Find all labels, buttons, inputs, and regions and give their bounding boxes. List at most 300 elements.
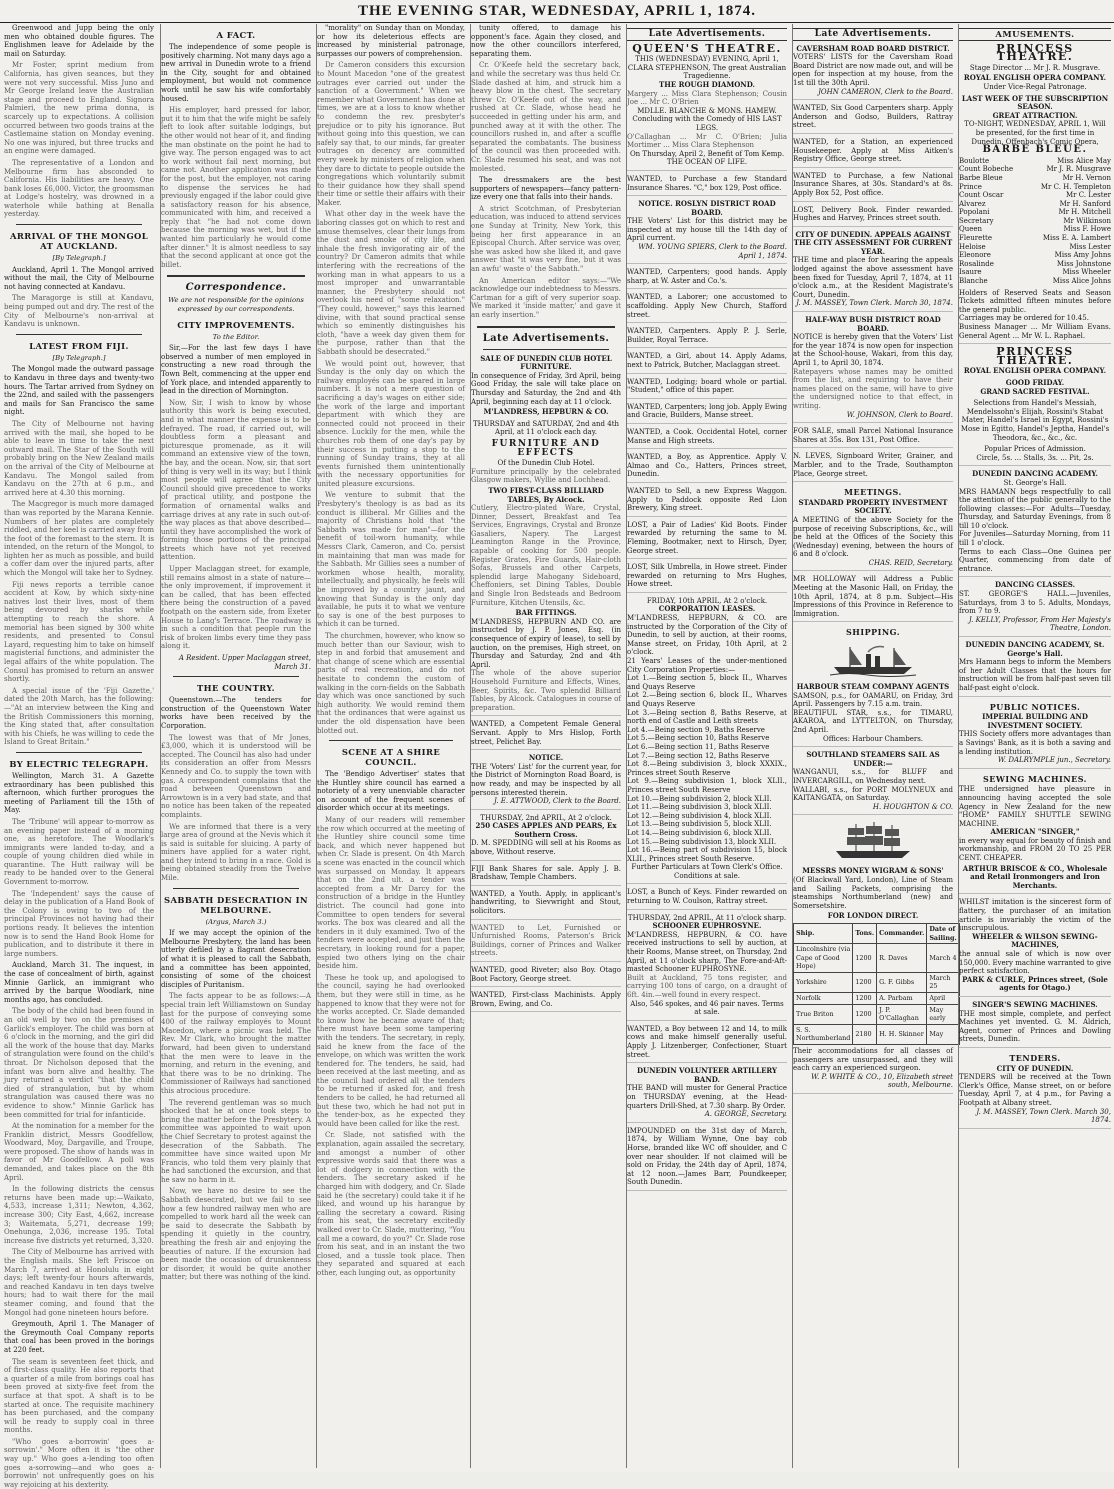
cast-role: Blanche [959,277,988,286]
ad-text: Mrs Hamann begs to inform the Members of her Adult Classes that the hours for instruction will be from half-past seven till half-past eight o'clock. [959,658,1111,692]
cast-role: Count Oscar [959,191,1004,200]
ad-text: WANTED, Carpenters; long job. Apply Ewing and Gracie, Builders, Manse street. [627,402,787,420]
ad-signature: J. M. MASSEY, Town Clerk. March 30, 1874. [976,1107,1111,1125]
table-header-cell: Ship. [794,923,853,943]
cast-role: Prince [959,182,982,191]
article-filler: A special issue of the 'Fiji Gazette,' dated the 20th March, has the following:—"At an interview between the King and the British Commissioners this morning, the King stated that, after consultation with his Chiefs, he was willing to cede the Island to Great Britain." [4,686,154,747]
cast-row [959,225,1111,234]
headline-sabbath: SABBATH DESECRATION IN MELBOURNE. [164,894,308,915]
ad-text: Selections from Handel's Messiah, Mendelssohn's Elijah, Rossini's Stabat Mater, Handel's Israel in Egypt, Rossini's Mose in Egitto, Handel's Jeptha, Handel's Theodora, &c., &c., &c. [960,399,1110,442]
article-paragraph: "morality" on Sunday than on Monday, or how its deleterious effects are increased by ministerial patronage, surpasses our powers of comprehension. [317,24,465,58]
article-filler: The Maragorge is still at Kandavu, being pumped out and dry. The rest of the City of Melbourne's non-arrival at Kandavu is unknown. [4,294,154,329]
ad-text: MR HOLLOWAY will Address a Public Meeting at the Masonic Hall, on Friday, the 10th April, 1874, at 8 p.m. Subject—His Impressions of this Province in Reference to Immigration. [793,575,953,618]
lot-item: Lot 3.—Being section 8, Baths Reserve, at north end of Castle and Leith streets [627,708,787,726]
ad-princess-theatre [959,41,1111,345]
ad-text: Terms to each Class—One Guinea per Quarter, commencing from date of entrance. [959,547,1111,573]
ad-filler: Ratepayers whose names may be omitted from the list, and requiring to have their names placed on the same, will have to give the undersigned notice to that effect, in writing. [793,367,953,410]
dateline: [By Telegraph.] [52,254,106,263]
ad-heading: CITY OF DUNEDIN. [996,1063,1074,1073]
ad-bar-fittings: BAR FITTINGS. [515,608,577,618]
ad-text: N. LEVES, Signboard Writer, Grainer, and Marbler, and to the Trade, Southampton Place, George street. [793,452,953,478]
ad-dancing-classes [959,581,1111,637]
ad-billiard: TWO FIRST-CLASS BILLIARD TABLES, By Alcock. [488,485,604,504]
ad-heading: ROYAL ENGLISH OPERA COMPANY. [963,366,1107,376]
table-cell: Yorkshire [794,972,853,992]
ad-text: St. George's Hall. [1003,478,1067,487]
cast-role: Alvarez [959,199,986,208]
cast-actor: Miss Wheeler [1062,268,1111,277]
table-cell: A. Parbam [877,993,927,1005]
ad-signature: J. E. ATTWOOD, Clerk to the Board. [494,797,621,806]
ad-text: WHILST imitation is the sincerest form of flattery, the purchaser of an imitation article is invariably the victim of the unscrupulous. [959,898,1111,933]
ad-subheading: Of the Dunedin Club Hotel. [497,459,595,468]
article-paragraph: Wellington, March 31. A Gazette extraordinary has been published this afternoon, which further prorogues the meeting of Parliament till the 15th of May. [4,771,154,815]
section-heading-late-ads [793,28,953,41]
article-paragraph: Queenstown.—The tenders for construction of the Queenstown Water works have been received by the Corporation. [161,696,311,730]
ad-text: WANTED, to Purchase a few Standard Insurance Shares. "C," box 129, Post office. [627,174,787,192]
section-heading-text: Late Advertisements. [814,29,932,39]
ad-text: WANTED, a Competent Female General Servant. Apply to Mrs Hislop, Forth street, Pelichet Bay. [471,720,621,746]
divider [16,334,142,335]
ad-wanted [627,293,787,323]
ad-riveter [471,966,621,987]
section-heading-sewing-machines: SEWING MACHINES. [983,773,1087,784]
table-header-cell: Date of Sailing. [927,923,959,943]
divider [477,326,615,328]
lot-item: Lot 9.—Being subdivision 1, block XLII., Princes street South Reserve [627,777,787,794]
divider [173,888,299,889]
ad-text: LOST, Silk Umbrella, in Howe street. Finder rewarded on returning to Mrs Hughes, Howe street. [627,563,787,589]
cast-row [959,251,1111,260]
ad-heading: WHEELER & WILSON SEWING-MACHINES, [972,931,1098,950]
article-filler: A strict Scotchman, of Presbyterian education, was induced to attend services one Sunday at Trinity, New York, this being her first appearance in an Episcopal Church. After service was over, she was asked how she liked it, and gave answer that "it was very fine, but it was an awfu' waste o' the Sabbath." [471,204,621,274]
ad-text: WANGANUI, s.s., for BLUFF and INVERCARGILL, on Wednesday next. [793,768,953,785]
ad-heading: ROYAL ENGLISH OPERA COMPANY. [963,73,1107,83]
ad-text: FIJI Bank Shares for sale. Apply J. B. Bradshaw, Temple Chambers. [471,864,621,882]
ad-text: WANTED, Carpenters; good hands. Apply sharp, at W. Aster and Co.'s. [627,268,787,285]
cast-role: Heloise [959,242,986,251]
ad-good-friday [959,345,1111,466]
ad-wanted [627,453,787,483]
ad-text: LOST, a Pair of Ladies' Kid Boots. Finder rewarded by returning the same to M. Fleming, Bootmaker, next to Hirsch, Dyer, George street. [627,520,787,555]
ad-signwriter [793,452,953,482]
ad-play: THE ROUGH DIAMOND. [659,79,755,89]
ad-text: D. M. SPEDDING will sell at his Rooms as above, Without reserve. [471,839,621,857]
ad-text: WANTED, Carpenters. Apply P. J. Serle, Builder, Royal Terrace. [627,327,787,344]
ad-text: M'LANDRESS, HEPBURN, & CO. have received instructions to sell by auction, at their Rooms, Manse street, on Thursday, 2nd April, at 11 o'clock sharp, The Fore-and-Aft-masted Schooner EUPHROSYNE. [627,930,787,974]
ad-text: M'LANDRESS, HEPBURN, & CO. are instructed by the Corporation of the City of Dunedin, to sell by auction, at their rooms, Manse street, on Friday, 10th April, at 2 o'clock. [627,614,787,657]
cast-role: Count Bobeche [959,165,1014,174]
lot-item: Lot 8.—Being subdivision 3, block XXXIX., Princes street South Reserve [627,760,787,777]
table-cell: J. P. O'Callaghan [877,1004,927,1024]
ad-signature: WM. YOUNG SPIERS, Clerk to the Board. April 1, 1874. [638,243,787,260]
cast-row [959,191,1111,200]
article-filler: "Who goes a-borrowin' goes a-sorrowin'." More often it is "the other way up." Who goes a-lending too often goes a-sorrowing—and who goes a-borrowin' not unfrequently goes on his way rejoicing at his dexterity. [4,1437,154,1489]
table-header-cell: Tons. [853,923,877,943]
ad-text: WANTED, a Cook. Occidental Hotel, corner Manse and High streets. [627,427,787,445]
table-header-cell: Commander. [877,923,927,943]
ad-wheeler-wilson [959,898,1111,997]
article-filler: The City of Melbourne not having arrived with the mail, she hoped to be able to leave in time to take the next outward mail. The Star of the South will probably bring on the New Zealand mails on the arrival of the City of Melbourne at Kandavu. The Mongol sailed from Kandavu on the 27th at 6 p.m., and arrived here at 4.30 this morning. [4,419,154,497]
ad-filler: O'Callaghan ... Mr C. O'Brien; Julia Mortimer ... Miss Clara Stephenson [627,132,787,150]
article-filler: His employer, hard pressed for labor, put it to him that the wife might be safely left to look after suitable lodgings, but the other would not hear of it, and finding the man obstinate on the point he had to give way. The person engaged was to act to work without fail next morning, but came not. Another application was made for the post, but the employer, not caring to dispense the services he had previously engaged if the labor could give a satisfactory reason for his absence, communicated with him, and received a reply that "he had not come down because the morning was wet, but if the wanted him particularly he would come after dinner." It is almost needless to say that the second applicant at once got the billet. [161,106,311,269]
cast-actor: Mr H. Vernon [1062,173,1111,182]
column-7 [958,24,1111,1468]
ad-signature: W. JOHNSON, Clerk to Board. [846,410,953,419]
cast-row [959,277,1111,286]
article-paragraph: If we may accept the opinion of the Melbourne Presbytery, the land has been utterly defiled by a flagrant desecration of what it is pleased to call the Sabbath, and a committee has been appointed, consisting of some of the choicest disciples of Puritanism. [161,929,311,989]
ad-text: THE time and place for hearing the appeals lodged against the above assessment have been fixed for Tuesday, April 7, 1874, at 11 o'clock a.m., at the Resident Magistrate's Court, Dunedin. [793,256,953,299]
cast-actor: Miss F. Howe [1063,225,1111,234]
headline-country: THE COUNTRY. [197,683,275,694]
ad-heading: GREAT ATTRACTION. [992,110,1078,120]
ad-text: WANTED, a Laborer; one accustomed to scaffolding. Apply New Church, Stafford street. [627,293,787,319]
column-6 [792,24,957,1468]
ad-text: Also, 546 spokes, and 46 pair naves. Terms at sale. [630,999,784,1017]
ad-signature: PARK & CURLE, Princes street, (Sole agents for Otago.) [962,974,1108,993]
article-filler: Mr Foster, sprint medium from California, has given seances, but they were not very successful. Miss Juno and Mr George Ireland leave the Australian stage and proceed to England. Signora Palmieri, the new prima donna, is scarcely up to expectations. A collision occurred between two goods trains at the Castlemaine station on Monday evening. No one was injured, but three trucks and an engine were damaged. [4,61,154,156]
article-filler: The 'Independent' says the cause of delay in the publication of a Hand Book of the Colony is owing to two of the principal Provinces not having had their portions ready. It believes the intention now is to send the Hand Book Home for publication, and to distribute it there in large numbers. [4,889,154,958]
ad-subheading: FOR LONDON DIRECT. [827,911,919,921]
ad-text: WANTED, for a Station, an experienced Housekeeper. Apply at Miss Aitken's Registry Office, George street. [793,137,953,164]
ad-text: WANTED to Purchase, a few National Insurance Shares, at 30s. Standard's at 8s. Apply Box 52, Post office. [793,171,953,197]
cast-actor: Mr H. Mitchell [1058,208,1111,217]
ad-fiji-bank [471,865,621,886]
ad-text: WANTED to Sell, a new Express Waggon. Apply to Paddock opposite Red Lion Brewery, King street. [627,486,787,513]
article-filler: An American editor says:—"We acknowledge our indebtedness to Messrs. Cartman for a gift of very superior soap. We marked it 'inside matter,' and gave it an early insertion." [471,276,621,319]
cast-actor: Mr H. Sanford [1059,199,1111,208]
letter-signature: A Resident. Upper Maclaggan street, March 31. [178,654,311,671]
ad-text: TENDERS will be received at the Town Clerk's Office, Manse street, on or before Tuesday, April 7, at 4 p.m., for Paving a Footpath at Albany street. [959,1073,1111,1107]
ad-text: A MEETING of the above Society for the purpose of receiving Subscriptions, &c., will be held at the Offices of the Society this (Wednesday) evening, between the hours of 6 and 8 o'clock. [793,515,953,559]
cast-actor: Miss Alice Johns [1052,277,1111,286]
section-heading-public-notices: PUBLIC NOTICES. [989,701,1081,712]
lot-item: Lot 6.—Being section 11, Baths Reserve [627,742,770,751]
ad-apples [471,814,621,861]
ad-text: Popular Prices of Admission. [984,445,1086,454]
ad-text: BEAUTIFUL STAR, s.s., for TIMARU, AKAROA, and LYTTELTON, on Thursday, 2nd April. [793,708,953,734]
column-2 [160,24,311,1468]
ad-heading: CITY OF DUNEDIN. APPEALS AGAINST THE CITY ASSESSMENT FOR CURRENT YEAR. [793,229,953,256]
ad-wanted [627,403,787,424]
ad-text: LOST, a Bunch of Keys. Finder rewarded on returning to W. Coulson, Rattray street. [627,888,787,906]
ad-text: WANTED, a Boy, as Apprentice. Apply V. Almao and Co., Hatters, Princes street, Dunedin. [627,453,787,479]
ad-signature: J. KELLY, Professor, From Her Majesty's Theatre, London. [968,615,1111,633]
ad-text: WANTED, good Riveter; also Boy. Otago Boot Factory, George street. [471,966,621,983]
lot-item: Lot 7.—Being section 12, Baths Reserve [627,751,770,760]
ad-text: FOR SALE, small Parcel National Insurance Shares at 35s. Box 131, Post Office. [793,427,953,444]
ad-heading: AMERICAN "SINGER," [990,827,1080,837]
ad-singers-sewing [959,1001,1111,1048]
ad-dancing-academy-2 [959,641,1111,697]
ad-heading: GRAND SACRED FESTIVAL. [980,386,1090,396]
ad-wanted [627,268,787,289]
ad-text: WANTED, a Boy between 12 and 14, to milk cows and make himself generally useful. Apply J. Litzenberger, Confectioner, Stuart street. [627,1024,787,1059]
ad-text: Further Particulars at Town Clerk's Office. Conditions at sale. [631,863,783,880]
ad-standard-property [793,499,953,572]
ad-wanted [627,327,787,348]
lot-item: Lot 14.—Being subdivision 6, block XLII. [627,828,772,837]
ad-text: SAMSON, p.s., for OAMARU, on Friday, 3rd April. Passengers by 7.15 a.m. train. [793,691,953,709]
ad-text: THE 'Voters' List' for the current year, for the District of Mornington Road Board, is now ready, and may be inspected by all persons interested therein. [471,762,621,797]
ad-text: VOTERS' LISTS for the Caversham Road Board District are now made out, and will be open for inspection at my house, from the 1st till the 30th April. [793,53,953,87]
table-body [794,944,960,1045]
lot-item: Lot 12.—Being subdivision 4, block XLII. [627,811,772,820]
ad-text: Stage Director ... Mr J. R. Musgrave. [969,63,1101,72]
article-filler: Upper Maclaggan street, for example, still remains almost in a state of nature—the only improvement, if improvement it can be called, that has been effected there being the construction of a paved footpath on the eastern side, from Exeter House to Lang's Terrace. The roadway is in such a condition that people run the risk of broken limbs every time they pass along it. [161,565,311,651]
cast-actor: Mr J. R. Musgrave [1046,165,1111,174]
article-paragraph: tunity offered, to damage his opponent's face. Again they closed, and now the other councillors interfered, separating them. [471,24,621,58]
article-filler: The reverend gentleman was so much shocked that he at once took steps to bring the matter before the Presbytery. A committee was appointed to wait upon the Chief Secretary to protest against the desecration of the Sabbath. The committee have since waited upon Mr Francis, who told them very plainly that he had sanctioned the excursion, and that he saw no harm in it. [161,1098,311,1184]
steamship-icon [828,643,918,677]
article-filler: Now, Sir, I wish to know by whose authority this work is being executed, and in what manner the expense is to be defrayed. The road, if carried out, will doubtless form a pleasant and picturesque promenade, as it will command an extensive view of the town, the bay, and the ocean. Now, sir, that sort of thing is very well in its way; but I think most people will agree that the City Council should give precedence to works of practical utility, and postpone the formation of ornamental walks and carriage drives at any rate in such out-of-the way places as that above described—until they have accomplished the work of forming those portions of the principal streets which have not yet received attention. [161,398,311,562]
ad-text: In consequence of Friday, 3rd April, being Good Friday, the sale will take place on Thursday and Saturday, the 2nd and 4th April, beginning each day at 11 o'clock. [471,371,621,406]
ad-signature: W. DALRYMPLE jun., Secretary. [997,756,1111,765]
ad-text: TO-NIGHT, WEDNESDAY, APRIL 1, Will be presented, for the first time in Dunedin, Offenbach's Comic Opera, [964,120,1106,146]
ad-text: THE undersigned have pleasure in announcing having accepted the sole Agency in New Zealand for the new "HOME" FAMILY SHUTTLE SEWING MACHINE. [959,785,1111,828]
ad-wanted [793,172,953,202]
ad-holloway [793,575,953,622]
ad-text: THIS (WEDNESDAY) EVENING, April 1, CLARA STEPHENSON, The great Australian Tragedienne. [627,55,787,81]
ad-text: Offices: Harbour Chambers. [822,734,924,743]
cast-actor: Miss E. A. Lambert [1042,234,1111,243]
ad-signature: J. M. MASSEY, Town Clerk. March 30, 1874. [796,299,953,308]
ad-impounded [627,1127,787,1191]
section-heading-text: Late Advertisements. [648,29,766,39]
ad-heading: SALE OF DUNEDIN CLUB HOTEL FURNITURE. [480,353,612,372]
cast-row [959,165,1111,174]
ad-heading: PRINCESS THEATRE. [996,345,1074,367]
ad-date: THURSDAY, 2nd APRIL, At 11 o'clock sharp. [627,913,787,922]
article-paragraph: Sir,—For the last few days I have observed a number of men employed in constructing a new road through the Town Belt, commencing at the upper end of York place, and intended apparently to lead in the direction of Mornington. [161,344,311,396]
article-filler: Dr Cameron considers this excursion to Mount Macedon "one of the greatest outrages ever carried out under the sanction of a Government." When we remember what Government has done at times, we are at a loss to know whether to condemn the rev. presbyter's prejudice or to pity his ignorance. But without going into this question, we can safely say that, to our minds, far greater outrages on decency are committed every week by ministers of religion when they dare to dictate to people outside the congregations which voluntarily submit to their guidance how they shall spend their time or settle their affairs with their Maker. [317,61,465,207]
column-5 [626,24,787,1468]
table-cell: 1200 [853,972,877,992]
cast-role: Eleonore [959,251,991,260]
ad-singer [959,785,1111,894]
divider [173,676,299,677]
ad-heading: IMPERIAL BUILDING AND INVESTMENT SOCIETY. [982,712,1088,730]
ad-text: WALLABI, s.s., for PORT MOLYNEUX and KAITANGATA, on Saturday. [793,785,953,803]
sailing-ship-icon [828,821,918,861]
article-filler: The lowest was that of Mr Jones, £3,000, which it is understood will be accepted. The Council has also had under its consideration an offer from Messrs Kennedy and Co. to supply the town with gas. A correspondent complains that the road between Queenstown and Arrowtown is in a very bad state, and that no notice has been taken of the repeated complaints. [161,733,311,819]
ad-heading: DUNEDIN VOLUNTEER ARTILLERY BAND. [636,1066,778,1084]
ad-heading: SOUTHLAND STEAMERS SAIL AS UNDER:— [806,750,940,768]
ad-text: On Thursday, April 2, Benefit of Tom Kemp. THE OCEAN OF LIFE. [629,149,785,167]
ad-signature: A. GEORGE, Secretary. [704,1110,787,1119]
ad-text: THE Voters' List for this district may be inspected at my house till the 14th day of April current. [627,217,787,243]
article-paragraph: The independence of some people is positively charming. Not many days ago a new arrival in Dunedin wrote to a friend in the City, sought for and obtained employment, but would not commence work until he saw his wife comfortably housed. [161,43,311,103]
ad-lost [793,206,953,227]
article-paragraph: The dressmakers are the best supporters of newspapers—fancy pattern-ize every one that falls into their hands. [471,176,621,202]
ad-insurance-shares [627,175,787,196]
lot-item: Lot 11.—Being subdivision 3, block XLII. [627,803,772,812]
article-filler: The churchmen, however, who know so much better than our Saviour, wish to step in and forbid that amusement and that change of scene which are essential parts of real recreation, and do not hesitate to condemn the custom of walking in the corn-fields on the Sabbath day which was once sanctioned by such high authority. We would remind them that the ordinances that were against us under the old dispensation have been blotted out. [317,631,465,735]
ad-text: (Of Blackwall Yard, London), Line of Steam and Sailing Packets, comprising the steamships Northumberland (new) and Somersetshire. [793,875,953,910]
ad-text: the annual sale of which is now over 150,000. Every machine warranted to give perfect satisfaction. [959,950,1111,976]
cast-role: Popolani [959,208,990,217]
table-cell: April [927,993,959,1005]
ad-date: THURSDAY, 2nd APRIL, At 2 o'clock. [480,813,612,822]
table-cell: True Briton [794,1004,853,1024]
ad-auctioneer: M'LANDRESS, HEPBURN & CO. [483,407,609,417]
section-heading-meetings: MEETINGS. [844,487,902,498]
ad-harbour-steam [793,683,953,747]
headline-shire-council: SCENE AT A SHIRE COUNCIL. [341,747,441,768]
article-filler: The 'Tribune' will appear to-morrow as an evening paper instead of a morning one, as heretofore. The Woodlark's immigrants were landed to-day, and a couple of young children died while in quarantine. The Hutt railway will be ready to be handed over to the General Government to-morrow. [4,817,154,887]
cast-role: Barbe Bleue [959,173,1003,182]
cast-actor: Miss Alice May [1057,156,1111,165]
table-cell: Lincolnshire (via Cape of Good Hope) [794,944,853,973]
ad-boy-wanted [627,1025,787,1063]
cast-actor: Miss Lester [1069,242,1111,251]
masthead [0,0,1114,23]
ad-halfway-bush [793,316,953,423]
section-heading-late-ads [627,28,787,41]
section-heading-late-ads: Late Advertisements. [482,332,610,344]
article-filler: We would point out, however, that Sunday is the only day on which the railway employés can be spared in large numbers. It is not a mere question of sacrificing a day's wages on either side; the work of the large and important department with which they are connected could not proceed in their absence. Luckily for the men, while the churches rob them of one day's pay by their success in putting a stop to the running of Sunday trains, they at all events furnished them unintentionally with the necessary opportunities for united pleasure excursions. [317,359,465,488]
ad-heading: PRINCESS THEATRE. [996,41,1074,64]
table-cell: March 4 [927,944,959,973]
table-cell: May early [927,1004,959,1024]
table-cell: March 25 [927,972,959,992]
ad-text: THE most simple, complete, and perfect Machines yet invented. G. M. Aldrich, Agent, corner of Princes and Dowling streets, Dunedin. [959,1009,1111,1044]
ad-lost [627,521,787,559]
ad-wanted [627,378,787,399]
cast-actor: Miss Amy Johns [1054,251,1111,260]
table-cell: 1200 [853,944,877,973]
cast-role: Isaure [959,268,982,277]
ad-text: WANTED, a Youth. Apply, in applicant's handwriting, to Sievwright and Stout, solicitors. [471,889,621,916]
article-filler: In the following districts the census returns have been made up:—Waikato, 4,533, increase 1,311; Newton, 4,362, increase 300; City East, 4,662, increase 3; Waitemata, 5,271, decrease 199; Onehunga, 2,036, increase 195. Total increase five districts yet returned, 3,320. [4,1185,154,1245]
ad-heading: 250 CASES APPLES AND PEARS, Ex Southern Cross. [475,821,617,839]
ad-text: For Juveniles—Saturday Morning, from 11 till 1 o'clock. [959,530,1111,548]
article-filler: Many of our readers will remember the row which occurred at the meeting of the Huntley shire council some time back, and which never happened but when Cr. Slade is present. On 4th March a scene was enacted in the council which was surpassed on Monday. It appears that on the 2nd ult. a tender was accepted from a Mr Darcy for the construction of a bridge in the Huntley district. The council had gone into Committee to open tenders for several works. The box was cleared and all the tenders in it duly examined. Two of the tenders were accepted, and just then the secretary, in looking round for a paper, espied two others lying on the chair beside him. [317,816,465,971]
headline-city-improvements: CITY IMPROVEMENTS. [177,319,295,330]
table-cell: 1200 [853,993,877,1005]
ad-heading: STANDARD PROPERTY INVESTMENT SOCIETY. [798,497,948,516]
ad-heading: HALF-WAY BUSH DISTRICT ROAD BOARD. [805,315,941,333]
article-filler: At the nomination for a member for the Franklin district, Messrs Goodfellow, Woodward, Moy, Dargaville, and Troupe, were proposed. The show of hands was in favor of Mr Goodfellow. A poll was demanded, and takes place on the 8th April. [4,1122,154,1182]
table-cell: 1200 [853,1004,877,1024]
divider [16,224,142,225]
ad-dates: THURSDAY and SATURDAY, 2nd and 4th April, at 11 o'clock each day. [472,419,620,437]
ad-text: in every way equal for beauty of finish and workmanship, and FROM 20 TO 25 PER CENT. CHEAPER. [959,836,1111,863]
table-row [794,1024,960,1044]
article-filler: The body of the child had been found in an old well by two on the premises of Garlick's employer. The child was born at 6 o'clock in the morning, and the girl did all the work of the house that day. Marks of strangulation were found on the child's throat. Dr Nicholson deposed that the infant was born alive and healthy. The jury returned a verdict "that the child died of strangulation, but by whom strangulation was caused there was no evidence to show." Minnie Garlick has been committed for trial for infanticide. [4,1007,154,1119]
lot-item: Lot 4.—Being section 9, Baths Reserve [627,725,765,734]
lot-item: Lot 2.—Being section 6, block II., Wharves and Quays Reserve [627,691,787,708]
column-3 [316,24,465,1468]
ad-text: NOTICE is hereby given that the Voters' List for the year 1874 is now open for inspection at the School-house, Wakari, from this day, April 1, to April 30, 1874. [793,333,953,367]
ad-filler: Cutlery, Electro-plated Ware, Crystal, Dinner, Dessert, Breakfast and Tea Services, Engravings, Crystal and Bronze Gasaliers, Napery. The Largest Leamington Range in the Province, capable of cooking for 500 people. Register Grates, Fire Guards, Hair-cloth Sofas, Brussels and other Carpets, splendid large Mahogany Sideboard, Cheffoniers, set Dining Tables, Double and Single Iron Bedsteads and Bedroom Furniture, Kitchen Utensils, &c. [471,504,621,607]
editor-note: We are not responsible for the opinions expressed by our correspondents. [168,296,304,314]
cast-list [959,157,1111,286]
table-cell: 2180 [853,1024,877,1044]
article-filler: Fiji news reports a terrible canoe accident at Kow, by which sixty-nine natives lost their lives, most of them being devoured by sharks while attempting to reach the shore. A memorial has been signed by 300 white residents, and presented to Consul Layard, requesting him to take on himself magisterial functions, and administer the legal affairs of the white population. The Consul has promised to return an answer shortly. [4,580,154,684]
article-paragraph: The 'Bendigo Advertiser' states that the Huntley shire council has earned a notoriety of a very unenviable character on account of the frequent scenes of disorder which occur at its meetings. [317,770,465,813]
ad-text: Carriages may be ordered for 10.45. [959,314,1089,323]
section-heading-text: AMUSEMENTS. [995,29,1075,39]
ad-wanted [793,138,953,168]
ad-heading: CAVERSHAM ROAD BOARD DISTRICT. [796,43,950,53]
ad-text: Under Vice-Regal Patronage. [983,82,1087,91]
ad-heading: SINGER'S SEWING MACHINES. [972,999,1098,1009]
headline-mongol: ARRIVAL OF THE MONGOL AT AUCKLAND. [9,231,149,252]
headline-correspondence: Correspondence. [185,282,287,294]
article-filler: We are informed that there is a very large area of ground at the Nevis which it is said is suitable for sluicing. A party of miners have applied for a water right, and they intend to bring in a race. Gold is being obtained steadily from the Twelve Mile. [161,822,311,883]
ad-heading: CORPORATION LEASES. [658,604,756,614]
article-filler: The facts appear to be as follows:—A special train left Williamstown on Sunday last for the purpose of conveying some 400 of the railway employés to Mount Macedon, where a picnic was held. The Rev. Mr Clark, who brought the matter forward, had been given to understand that the men were to leave in the morning, and return in the evening, and that there was to be no drinking. The Commissioner of Railways had sanctioned this atrocious procedure. [161,992,311,1095]
article-filler: The seam is seventeen feet thick, and of first-class quality. He also reports that a quarter of a mile from borings coal has been proved at sixty-five feet from the surface at that spot. A shaft is to be started at once. The requisite machinery has been purchased, and the company will be ready to supply coal in three months. [4,1357,154,1435]
cast-role: Rosalinde [959,259,994,268]
cast-row [959,234,1111,243]
ad-wanted [627,487,787,517]
cast-actor: Mr C. H. Templeton [1040,182,1111,191]
ad-heading: DANCING CLASSES. [994,580,1076,590]
section-heading-amusements [959,28,1111,41]
ad-text: M'LANDRESS, HEPBURN AND CO. are instructed by J. P. Jones, Esq. (in consequence of expiry of lease), to sell by auction, on the premises, High street, on Thursday and Saturday, 2nd and 4th April. [471,617,621,669]
ad-heading: QUEEN'S THEATRE. [632,41,782,55]
ad-heading: MESSRS MONEY WIGRAM & SONS' [802,866,944,876]
ad-mornington-notice [471,754,621,810]
article-filler: Now, we have no desire to see the Sabbath desecrated, but we fail to see how a few hundred railway men who are compelled to work hard all the week can be said to desecrate the Sabbath by spending it quietly in the country, breathing the fresh air and enjoying the beauties of nature. If the excursion had been made the occasion of drunkenness or disorder, it would be quite another matter; but there was nothing of the kind. [161,1187,311,1282]
ad-signature: W. P. WHITE & CO., 10, Elizabeth street south, Melbourne. [811,1072,953,1090]
cast-row [959,200,1111,209]
divider [167,275,305,277]
cast-role: Fleurette [959,234,993,243]
ad-filler: Furniture principally by the celebrated Glasgow makers, Wyllie and Lochhead. [471,467,621,485]
lot-item: Lot 15.—Being subdivision 13, block XLII. [627,837,777,846]
ad-text: Their accommodations for all classes of passengers are unsurpassed, and they will each carry an experienced surgeon. [793,1047,953,1073]
ad-corporation-leases [627,597,787,885]
opera-title: BARBE BLEUE. [982,144,1088,156]
ad-imperial-building [959,713,1111,769]
ad-filler: The whole of the above superior Household Furniture and Effects, Wines, Beer, Spirits, &c. Two splendid Billiard Tables, by Alcock. Catalogues in course of preparation. [471,669,621,712]
ad-text: MRS HAMANN begs respectfully to call the attention of the public generally to the following classes:—For Adults—Tuesday, Thursday, and Saturday Evenings, from 8 till 10 o'clock. [959,487,1111,530]
cast-row [959,174,1111,183]
ad-wanted [793,104,953,134]
ad-wanted [627,352,787,373]
ad-heading: DUNEDIN DANCING ACADEMY. [972,469,1098,479]
divider [483,349,609,350]
ad-text: WANTED, First-class Machinists. Apply Brown, Ewing, and Co. [471,991,621,1008]
lot-item: Lot 16.—Being part of subdivision 15, block XLII., Princes street South Reserve. [627,846,787,863]
ad-filler: WANTED to Let, Furnished or Unfurnished Rooms, Paterson's Brick Buildings, corner of Princes and Walker streets. [471,923,621,958]
ad-youth [471,890,621,920]
article-filler: We venture to submit that the Presbytery's theology is as bad as its conduct is illiberal. Mr Gillies and the majority of Christians hold that "the Sabbath was made for man"—for the benefit of toil-worn humanity, while Messrs Clark, Cameron, and Co. persist in maintaining that man was made for the Sabbath. Mr Gillies sees a number of workmen whose health, morality, intellectually, and physically, he feels will be improved by a country jaunt, and knowing that Sunday is the only day available, he puts it to what we venture to say is one of the best purposes to which it can be turned. [317,491,465,629]
article-paragraph: Greymouth, April 1. The Manager of the Greymouth Coal Company reports that coal has been proved in the borings at 220 feet. [4,1320,154,1354]
sailing-schedule-table [793,923,960,1045]
cast-row [959,217,1111,226]
table-cell: R. Daves [877,944,927,973]
column-4 [470,24,621,1468]
ad-heading: NOTICE. [528,753,564,763]
lot-item: Lot 13.—Being subdivision 5, block XLII. [627,820,772,829]
cast-row [959,268,1111,277]
to-editor: To the Editor. [212,332,260,341]
cast-row [959,260,1111,269]
dateline: [By Telegraph.] [52,353,106,362]
ad-text: Circle, 5s. ... Stalls, 3s. ... Pit, 2s. [976,453,1094,462]
article-paragraph: Auckland, March 31. The inquest, in the case of concealment of birth, against Minnie Garlick, an immigrant who arrived by the barque Woodlark, nine months ago, has concluded. [4,961,154,1004]
cast-actor: Mr C. Lester [1066,191,1111,200]
ad-money-wigram [793,866,957,1094]
ad-text: THIS Society offers more advantages than a Savings' Bank, as it is both a saving and a lending institution. [959,730,1111,756]
article-filler: The City of Melbourne has arrived with the English mails. She left Friscoe on March 7, arrived at Honolulu in eight days; left twenty-four hours afterwards, and reached Kandavu in ten days twelve hours; had to wait there for the mail steamer coming, and found that the Mongol had gone nineteen hours before. [4,1248,154,1317]
cast-row [959,157,1111,166]
article-paragraph: The Mongol made the outward passage to Kandavu in three days and twenty-two hours. The Tartar arrived from Sydney on the 22nd, and sailed with the passengers and mails for San Francisco the same night. [4,365,154,417]
